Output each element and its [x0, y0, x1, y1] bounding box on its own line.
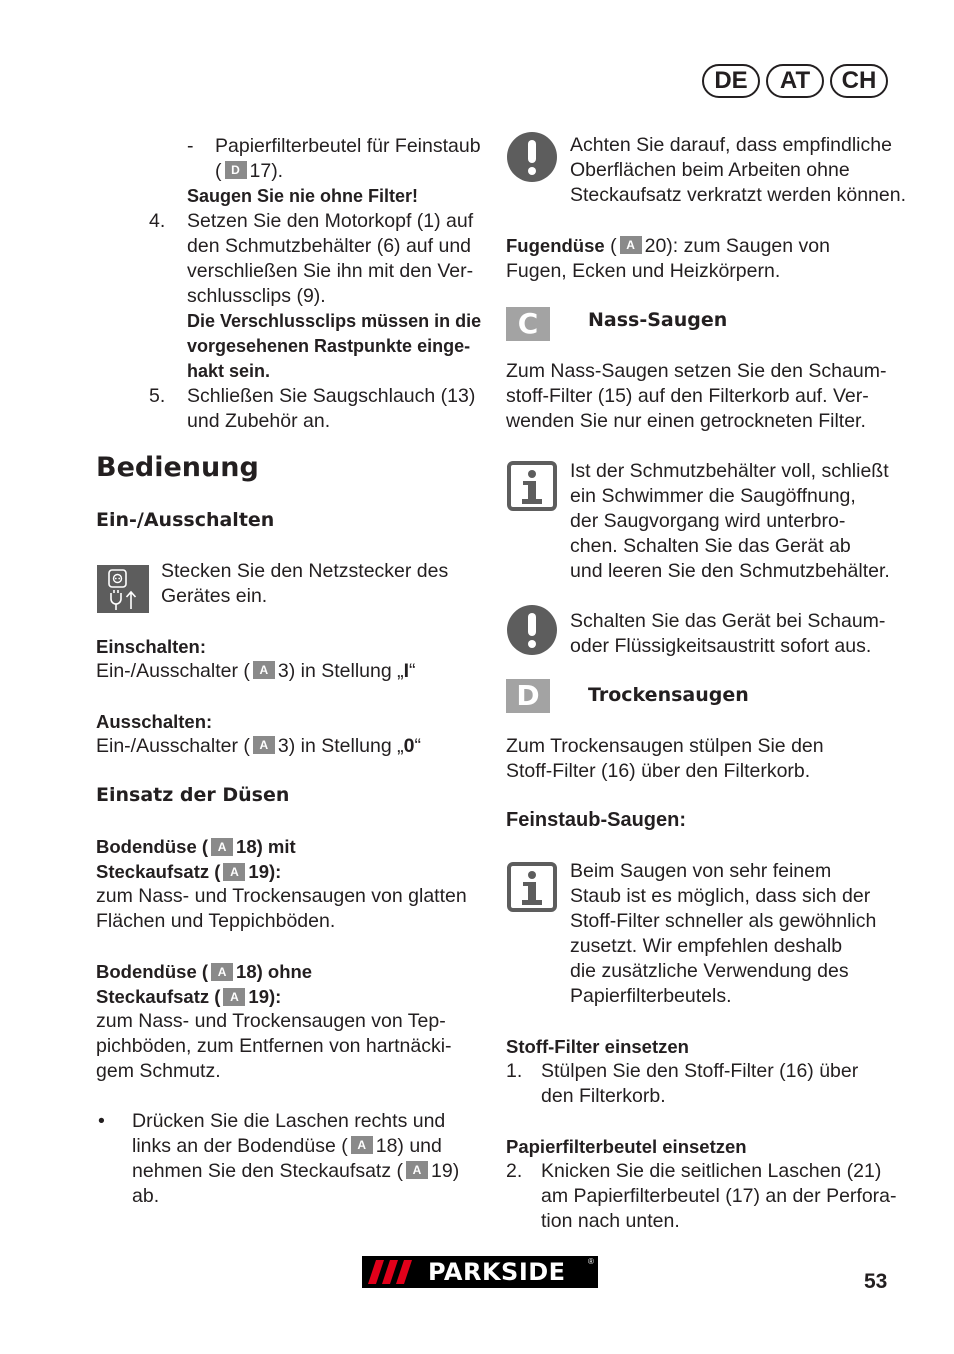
- nozzle-2-heading: [96, 959, 312, 1009]
- info-fine-dust-text: [570, 859, 876, 1009]
- text-line: vorgesehenen Rastpunkte einge-: [187, 336, 471, 356]
- list-item-paper-filter-ref: [215, 159, 283, 184]
- text-line: oder Flüssigkeitsaustritt sofort aus.: [570, 635, 872, 657]
- text-line: Flächen und Teppichböden.: [96, 910, 336, 932]
- text-run: Steckaufsatz (: [96, 861, 221, 882]
- text-line: Papierfilterbeutels.: [570, 985, 732, 1007]
- switch-position-on: I: [403, 660, 410, 682]
- text-line: Fugen, Ecken und Heizkörpern.: [506, 260, 781, 282]
- text-run: Ein-/Ausschalter (: [96, 735, 250, 757]
- text-line: Schließen Sie Saugschlauch (13): [187, 385, 476, 407]
- text-run: 18) ohne: [236, 961, 313, 982]
- ausschalten-text: [96, 734, 421, 759]
- text-line: den Filterkorb.: [541, 1085, 666, 1107]
- text-line: die zusätzliche Verwendung des: [570, 960, 849, 982]
- text-line: Staub ist es möglich, dass sich der: [570, 885, 871, 907]
- text-run: “: [414, 735, 421, 757]
- text-line: Setzen Sie den Motorkopf (1) auf: [187, 210, 474, 232]
- text-line: Ist der Schmutzbehälter voll, schließt: [570, 460, 889, 482]
- heading-bedienung: Bedienung: [96, 452, 259, 483]
- step-4-text: [187, 209, 473, 309]
- ausschalten-label: Ausschalten:: [96, 711, 213, 732]
- list-item-paper-filter: Papierfilterbeutel für Feinstaub: [215, 135, 481, 157]
- plug-in-text: [161, 559, 448, 609]
- country-badge-ch: CH: [830, 64, 888, 98]
- text-run: Bodendüse (: [96, 961, 209, 982]
- info-icon: [507, 461, 557, 511]
- text-run: nehmen Sie den Steckaufsatz (: [132, 1160, 403, 1182]
- info-icon: [507, 862, 557, 912]
- text-line: verschließen Sie ihn mit den Ver-: [187, 260, 474, 282]
- text-line: stoff-Filter (15) auf den Filterkorb auf. Ver-: [506, 385, 869, 407]
- fugenduese-text: [506, 233, 830, 284]
- text-run: 20): zum Saugen von: [644, 235, 830, 257]
- heading-stoff-filter: Stoff-Filter einsetzen: [506, 1036, 689, 1057]
- warning-foam-text: [570, 609, 885, 659]
- text-run: (: [610, 235, 617, 257]
- text-line: Beim Saugen von sehr feinem: [570, 860, 832, 882]
- papier-step-text: [541, 1159, 897, 1234]
- figure-tag-d: D: [225, 161, 247, 179]
- text-line: Oberflächen beim Arbeiten ohne: [570, 159, 850, 181]
- figure-tag-a: A: [253, 661, 275, 679]
- text-line: tion nach unten.: [541, 1210, 680, 1232]
- heading-ein-ausschalten: Ein-/Ausschalten: [96, 509, 275, 531]
- text-line: Stoff-Filter schneller als gewöhnlich: [570, 910, 877, 932]
- paren-open: (: [215, 160, 222, 182]
- text-line: Stülpen Sie den Stoff-Filter (16) über: [541, 1060, 859, 1082]
- figure-tag-a: A: [211, 963, 233, 981]
- text-line: Gerätes ein.: [161, 585, 268, 607]
- text-line: pichböden, zum Entfernen von hartnäcki-: [96, 1035, 452, 1057]
- logo-registered-mark: ®: [588, 1257, 594, 1266]
- text-line: gem Schmutz.: [96, 1060, 221, 1082]
- list-dash: -: [187, 135, 194, 157]
- text-line: Knicken Sie die seitlichen Laschen (21): [541, 1160, 882, 1182]
- text-line: schlussclips (9).: [187, 285, 326, 307]
- warning-icon: [507, 132, 557, 182]
- text-line: Stecken Sie den Netzstecker des: [161, 560, 449, 582]
- fugenduese-label: Fugendüse: [506, 235, 605, 256]
- logo-stripes-icon: [362, 1256, 434, 1288]
- figure-tag-a: A: [253, 736, 275, 754]
- figure-tag-a: A: [223, 863, 245, 881]
- text-line: Die Verschlussclips müssen in die: [187, 311, 482, 331]
- stoff-step-text: [541, 1059, 858, 1109]
- text-run: 3) in Stellung „: [277, 735, 404, 757]
- text-run: Steckaufsatz (: [96, 986, 221, 1007]
- step-5-number: 5.: [149, 385, 166, 407]
- heading-einsatz-duesen: Einsatz der Düsen: [96, 784, 290, 806]
- text-line: Schalten Sie das Gerät bei Schaum-: [570, 610, 886, 632]
- text-line: und Zubehör an.: [187, 410, 331, 432]
- warning-icon: [507, 605, 557, 655]
- switch-position-off: 0: [403, 735, 415, 757]
- text-line: am Papierfilterbeutel (17) an der Perfora-: [541, 1185, 897, 1207]
- country-badge-de: DE: [702, 64, 760, 98]
- text-run: “: [409, 660, 416, 682]
- page-number: 53: [864, 1270, 888, 1293]
- figure-tag-a: A: [351, 1136, 373, 1154]
- step-4-note: [187, 309, 481, 384]
- papier-step-number: 2.: [506, 1160, 523, 1182]
- figure-tag-a: A: [620, 236, 642, 254]
- stoff-step-number: 1.: [506, 1060, 523, 1082]
- heading-feinstaub-saugen: Feinstaub-Saugen:: [506, 809, 687, 831]
- einschalten-text: [96, 659, 416, 684]
- warning-scratch-text: [570, 133, 906, 208]
- einschalten-label: Einschalten:: [96, 636, 206, 657]
- text-run: links an der Bodendüse (: [132, 1135, 348, 1157]
- text-line: zum Nass- und Trockensaugen von glatten: [96, 885, 467, 907]
- info-float-text: [570, 459, 890, 584]
- text-run: 19):: [248, 986, 282, 1007]
- text-line: Achten Sie darauf, dass empfindliche: [570, 134, 892, 156]
- warning-no-filter: Saugen Sie nie ohne Filter!: [187, 186, 419, 206]
- heading-papierfilterbeutel: Papierfilterbeutel einsetzen: [506, 1136, 747, 1157]
- bullet-text: [132, 1109, 459, 1209]
- country-badge-at: AT: [766, 64, 824, 98]
- text-line: Drücken Sie die Laschen rechts und: [132, 1110, 446, 1132]
- text-run: 3) in Stellung „: [277, 660, 404, 682]
- bullet-symbol: •: [98, 1110, 105, 1132]
- text-run: 18) mit: [236, 836, 296, 857]
- section-marker-d: D: [506, 679, 550, 713]
- ref-number: 17).: [249, 160, 284, 182]
- step-5-text: [187, 384, 475, 434]
- text-line: Zum Trockensaugen stülpen Sie den: [506, 735, 824, 757]
- text-run: 19):: [248, 861, 282, 882]
- figure-tag-a: A: [211, 838, 233, 856]
- plug-in-icon: [97, 565, 149, 613]
- section-marker-c: C: [506, 307, 550, 341]
- text-line: ab.: [132, 1185, 160, 1207]
- text-line: hakt sein.: [187, 361, 271, 381]
- logo-brand-text: PARKSIDE: [428, 1258, 566, 1286]
- text-run: 18) und: [375, 1135, 442, 1157]
- text-line: ein Schwimmer die Saugöffnung,: [570, 485, 856, 507]
- nozzle-2-text: [96, 1009, 452, 1084]
- text-line: wenden Sie nur einen getrockneten Filter.: [506, 410, 866, 432]
- figure-tag-a: A: [223, 988, 245, 1006]
- text-line: Steckaufsatz verkratzt werden können.: [570, 184, 907, 206]
- nozzle-1-heading: [96, 834, 296, 884]
- text-line: zum Nass- und Trockensaugen von Tep-: [96, 1010, 446, 1032]
- parkside-logo: [362, 1256, 598, 1288]
- text-run: Ein-/Ausschalter (: [96, 660, 250, 682]
- text-line: Zum Nass-Saugen setzen Sie den Schaum-: [506, 360, 887, 382]
- text-line: und leeren Sie den Schmutzbehälter.: [570, 560, 890, 582]
- text-line: zusetzt. Wir empfehlen deshalb: [570, 935, 843, 957]
- text-line: den Schmutzbehälter (6) auf und: [187, 235, 472, 257]
- text-run: Bodendüse (: [96, 836, 209, 857]
- heading-nass-saugen: Nass-Saugen: [588, 309, 728, 331]
- text-line: der Saugvorgang wird unterbro-: [570, 510, 846, 532]
- step-4-number: 4.: [149, 210, 166, 232]
- nass-saugen-text: [506, 359, 886, 434]
- nozzle-1-text: [96, 884, 467, 934]
- figure-tag-a: A: [406, 1161, 428, 1179]
- text-line: Stoff-Filter (16) über den Filterkorb.: [506, 760, 811, 782]
- trockensaugen-text: [506, 734, 824, 784]
- text-line: chen. Schalten Sie das Gerät ab: [570, 535, 851, 557]
- text-run: 19): [431, 1160, 460, 1182]
- heading-trockensaugen: Trockensaugen: [588, 684, 749, 706]
